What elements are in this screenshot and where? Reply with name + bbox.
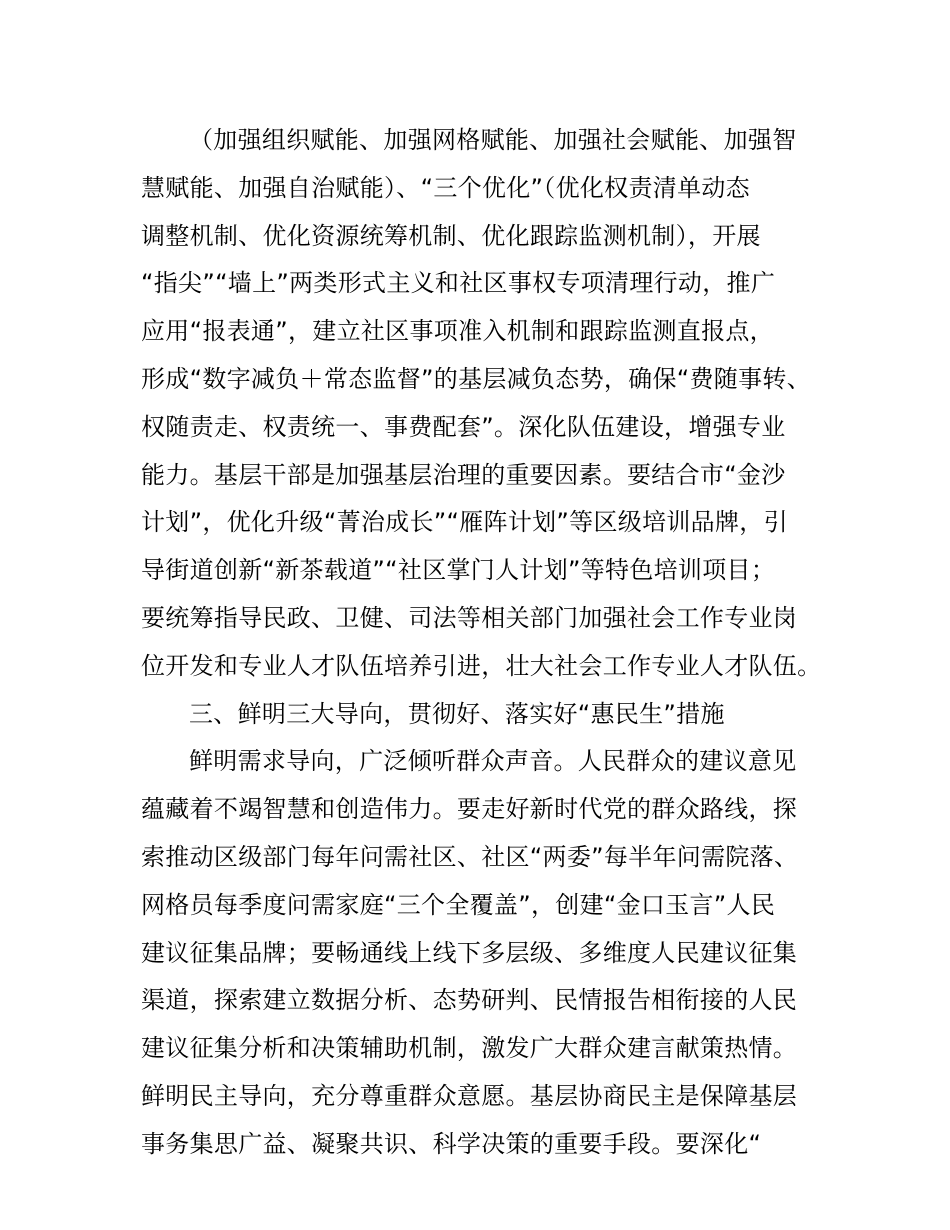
text-line: 权随责走、权责统一、事费配套”。深化队伍建设，增强专业 [141,412,786,441]
text-line: 计划”，优化升级“菁治成长”“雁阵计划”等区级培训品牌，引 [141,508,788,537]
text-line: 建议征集分析和决策辅助机制，激发广大群众建言献策热情。 [141,1034,798,1063]
text-line: 鲜明需求导向，广泛倾听群众声音。人民群众的建议意见 [189,747,797,776]
text-line: 网格员每季度问需家庭“三个全覆盖”，创建“金口玉言”人民 [141,890,776,919]
section-heading: 三、鲜明三大导向，贯彻好、落实好“惠民生”措施 [189,699,725,728]
text-line: 位开发和专业人才队伍培养引进，壮大社会工作专业人才队伍。 [141,651,822,680]
text-line: “指尖”“墙上”两类形式主义和社区事权专项清理行动，推广 [141,269,776,298]
text-line: 要统筹指导民政、卫健、司法等相关部门加强社会工作专业岗 [141,603,798,632]
text-line: 索推动区级部门每年问需社区、社区“两委”每半年问需院落、 [141,842,799,871]
text-line: 形成“数字减负＋常态监督”的基层减负态势，确保“费随事转、 [141,364,811,393]
text-line: 应用“报表通”，建立社区事项准入机制和跟踪监测直报点， [141,317,774,346]
document-body [141,117,821,1169]
text-line: （加强组织赋能、加强网格赋能、加强社会赋能、加强智 [189,126,797,154]
text-line: 调整机制、优化资源统筹机制、优化跟踪监测机制），开展 [141,221,761,250]
text-line: 鲜明民主导向，充分尊重群众意愿。基层协商民主是保障基层 [141,1081,798,1110]
text-line: 渠道，探索建立数据分析、态势研判、民情报告相衔接的人民 [141,986,798,1015]
text-line: 慧赋能、加强自治赋能）、“三个优化”（优化权责清单动态 [141,173,750,202]
text-line: 导街道创新“新茶载道”“社区掌门人计划”等特色培训项目； [141,556,776,585]
text-line: 能力。基层干部是加强基层治理的重要因素。要结合市“金沙 [141,460,786,489]
text-line: 事务集思广益、凝聚共识、科学决策的重要手段。要深化“ [141,1129,762,1158]
text-line: 建议征集品牌；要畅通线上线下多层级、多维度人民建议征集 [141,938,798,967]
text-line: 蕴藏着不竭智慧和创造伟力。要走好新时代党的群众路线，探 [141,795,798,824]
